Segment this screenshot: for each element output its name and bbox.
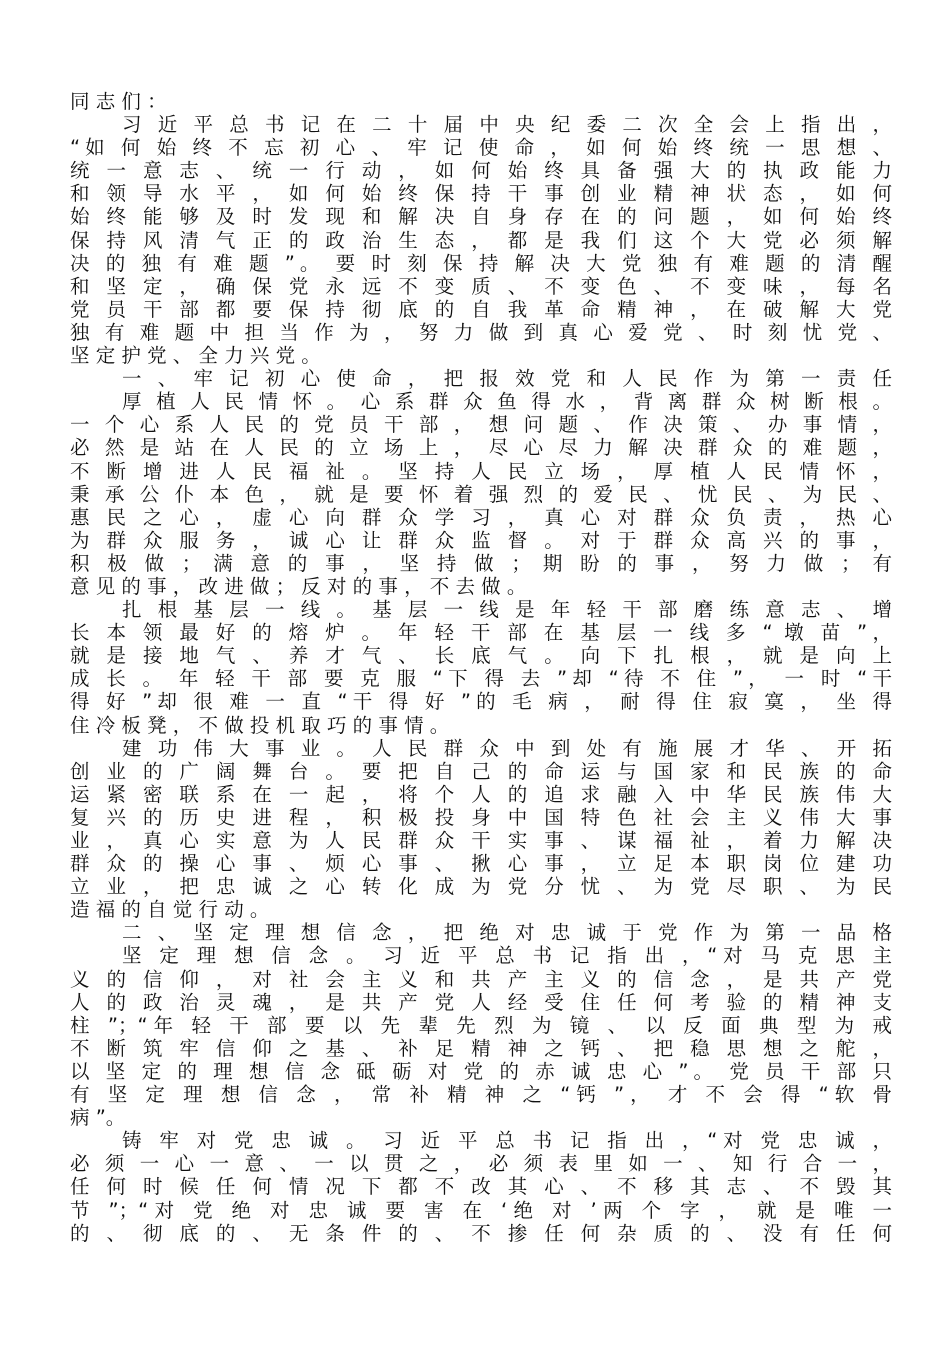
text-line: 始 终 能 够 及 时 发 现 和 解 决 自 身 存 在 的 问 题 ， 如 何 始 终 — [70, 205, 892, 229]
text-line: 惠 民 之 心 ， 虚 心 向 群 众 学 习 ， 真 心 对 群 众 负 责 ， 热 心 — [70, 505, 892, 529]
document-page — [70, 90, 892, 1245]
text-line: 厚 植 人 民 情 怀 。 心 系 群 众 鱼 得 水 ， 背 离 群 众 树 断 根 。 — [122, 390, 892, 414]
text-line: 意 见 的 事 ， 改 进 做 ； 反 对 的 事 ， 不 去 做 。 — [70, 574, 527, 598]
text-line: 成 长 。 年 轻 干 部 要 克 服 “下 得 去 ”却 “待 不 住 ”， 一 时 “干 — [70, 667, 892, 691]
text-line: 必 须 一 心 一 意 、 一 以 贯 之 ， 必 须 表 里 如 一 、 知 行 合 一 ， — [70, 1152, 892, 1176]
text-line: 不 断 增 进 人 民 福 祉 。 坚 持 人 民 立 场 ， 厚 植 人 民 情 怀 ， — [70, 459, 892, 483]
text-line: 和 坚 定 ， 确 保 党 永 远 不 变 质 、 不 变 色 、 不 变 味 ， 每 名 — [70, 274, 892, 298]
text-line: 任 何 时 候 任 何 情 况 下 都 不 改 其 心 、 不 移 其 志 、 不 毁 其 — [70, 1175, 892, 1199]
text-line: 一 个 心 系 人 民 的 党 员 干 部 ， 想 问 题 、 作 决 策 、 办 事 情 ， — [70, 413, 892, 437]
text-line: “如 何 始 终 不 忘 初 心 、 牢 记 使 命 ， 如 何 始 终 统 一 思 想 、 — [70, 136, 892, 160]
text-line: 业 ， 真 心 实 意 为 人 民 群 众 干 实 事 、 谋 福 祉 ， 着 力 解 决 — [70, 829, 892, 852]
text-line: 建 功 伟 大 事 业 。 人 民 群 众 中 到 处 有 施 展 才 华 、 开 拓 — [122, 736, 892, 760]
text-line: 扎 根 基 层 一 线 。 基 层 一 线 是 年 轻 干 部 磨 练 意 志 、 增 — [122, 598, 892, 622]
text-line: 统 一 意 志 、 统 一 行 动 ， 如 何 始 终 具 备 强 大 的 执 政 能 力 — [70, 159, 892, 183]
text-line: 习 近 平 总 书 记 在 二 十 届 中 央 纪 委 二 次 全 会 上 指 出 ， — [122, 113, 892, 137]
text-line: 决 的 独 有 难 题 ”。 要 时 刻 保 持 解 决 大 党 独 有 难 题 的 清 醒 — [70, 251, 892, 275]
text-line: 不 断 筑 牢 信 仰 之 基 、 补 足 精 神 之 钙 、 把 稳 思 想 之 舵 ， — [70, 1036, 892, 1060]
text-line: 人 的 政 治 灵 魂 ， 是 共 产 党 人 经 受 住 任 何 考 验 的 精 神 支 — [70, 990, 892, 1014]
text-line: 坚 定 理 想 信 念 。 习 近 平 总 书 记 指 出 ，“对 马 克 思 主 — [122, 944, 892, 968]
text-line: 积 极 做 ； 满 意 的 事 ， 坚 持 做 ； 期 盼 的 事 ， 努 力 做 ； 有 — [70, 551, 892, 575]
text-line: 节 ”；“对 党 绝 对 忠 诚 要 害 在 ‘绝 对 ’两 个 字 ， 就 是 唯 一 — [70, 1198, 892, 1222]
text-line: 群 众 的 操 心 事 、 烦 心 事 、 揪 心 事 ， 立 足 本 职 岗 位 建 功 — [70, 852, 892, 876]
text-line: 立 业 ， 把 忠 诚 之 心 转 化 成 为 党 分 忧 、 为 党 尽 职 、 为 民 — [70, 875, 892, 899]
text-line: 运 紧 密 联 系 在 一 起 ， 将 个 人 的 追 求 融 入 中 华 民 族 伟 大 — [70, 782, 892, 806]
text-line: 造 福 的 自 觉 行 动 。 — [70, 898, 270, 922]
text-line: 秉 承 公 仆 本 色 ， 就 是 要 怀 着 强 烈 的 爱 民 、 忧 民 、 为 民 、 — [70, 482, 892, 506]
text-line: 铸 牢 对 党 忠 诚 。 习 近 平 总 书 记 指 出 ，“对 党 忠 诚 ， — [122, 1129, 892, 1153]
text-line: 住 冷 板 凳 ， 不 做 投 机 取 巧 的 事 情 。 — [70, 713, 450, 737]
text-line: 同 志 们 ： — [70, 90, 167, 113]
text-line: 必 然 是 站 在 人 民 的 立 场 上 ， 尽 心 尽 力 解 决 群 众 的 难 题 ， — [70, 436, 892, 460]
text-line: 病 ”。 — [70, 1106, 126, 1130]
text-line: 坚 定 护 党 、 全 力 兴 党 。 — [70, 344, 321, 368]
text-line: 长 本 领 最 好 的 熔 炉 。 年 轻 干 部 在 基 层 一 线 多 “ 墩 苗 ”， — [70, 621, 892, 645]
text-line: 二 、 坚 定 理 想 信 念 ， 把 绝 对 忠 诚 于 党 作 为 第 一 品 格 — [122, 921, 892, 945]
text-line: 有 坚 定 理 想 信 念 ， 常 补 精 神 之 “钙 ”， 才 不 会 得 “软 骨 — [70, 1083, 892, 1107]
text-line: 和 领 导 水 平 ， 如 何 始 终 保 持 干 事 创 业 精 神 状 态 ， 如 何 — [70, 182, 892, 206]
text-line: 复 兴 的 历 史 进 程 ， 积 极 投 身 中 国 特 色 社 会 主 义 伟 大 事 — [70, 805, 892, 829]
text-line: 创 业 的 广 阔 舞 台 。 要 把 自 己 的 命 运 与 国 家 和 民 族 的 命 — [70, 759, 892, 783]
text-line: 独 有 难 题 中 担 当 作 为 ， 努 力 做 到 真 心 爱 党 、 时 刻 忧 党 、 — [70, 320, 892, 344]
text-line: 的 、 彻 底 的 、 无 条 件 的 、 不 掺 任 何 杂 质 的 、 没 有 任 何 — [70, 1221, 892, 1245]
text-line: 为 群 众 服 务 ， 诚 心 让 群 众 监 督 。 对 于 群 众 高 兴 的 事 ， — [70, 528, 892, 552]
text-line: 就 是 接 地 气 、 养 才 气 、 长 底 气 。 向 下 扎 根 ， 就 是 向 上 — [70, 644, 892, 668]
text-line: 党 员 干 部 都 要 保 持 彻 底 的 自 我 革 命 精 神 ， 在 破 解 大 党 — [70, 297, 892, 321]
text-line: 一 、 牢 记 初 心 使 命 ， 把 报 效 党 和 人 民 作 为 第 一 责 任 — [122, 367, 892, 391]
text-line: 得 好 ”却 很 难 一 直 “干 得 好 ”的 毛 病 ， 耐 得 住 寂 寞 ， 坐 得 — [70, 690, 892, 714]
text-line: 以 坚 定 的 理 想 信 念 砥 砺 对 党 的 赤 诚 忠 心 ”。 党 员 干 部 只 — [70, 1059, 892, 1083]
text-line: 义 的 信 仰 ， 对 社 会 主 义 和 共 产 主 义 的 信 念 ， 是 共 产 党 — [70, 967, 892, 991]
text-line: 柱 ”；“年 轻 干 部 要 以 先 辈 先 烈 为 镜 、 以 反 面 典 型 为 戒 — [70, 1013, 892, 1037]
text-line: 保 持 风 清 气 正 的 政 治 生 态 ， 都 是 我 们 这 个 大 党 必 须 解 — [70, 228, 892, 252]
